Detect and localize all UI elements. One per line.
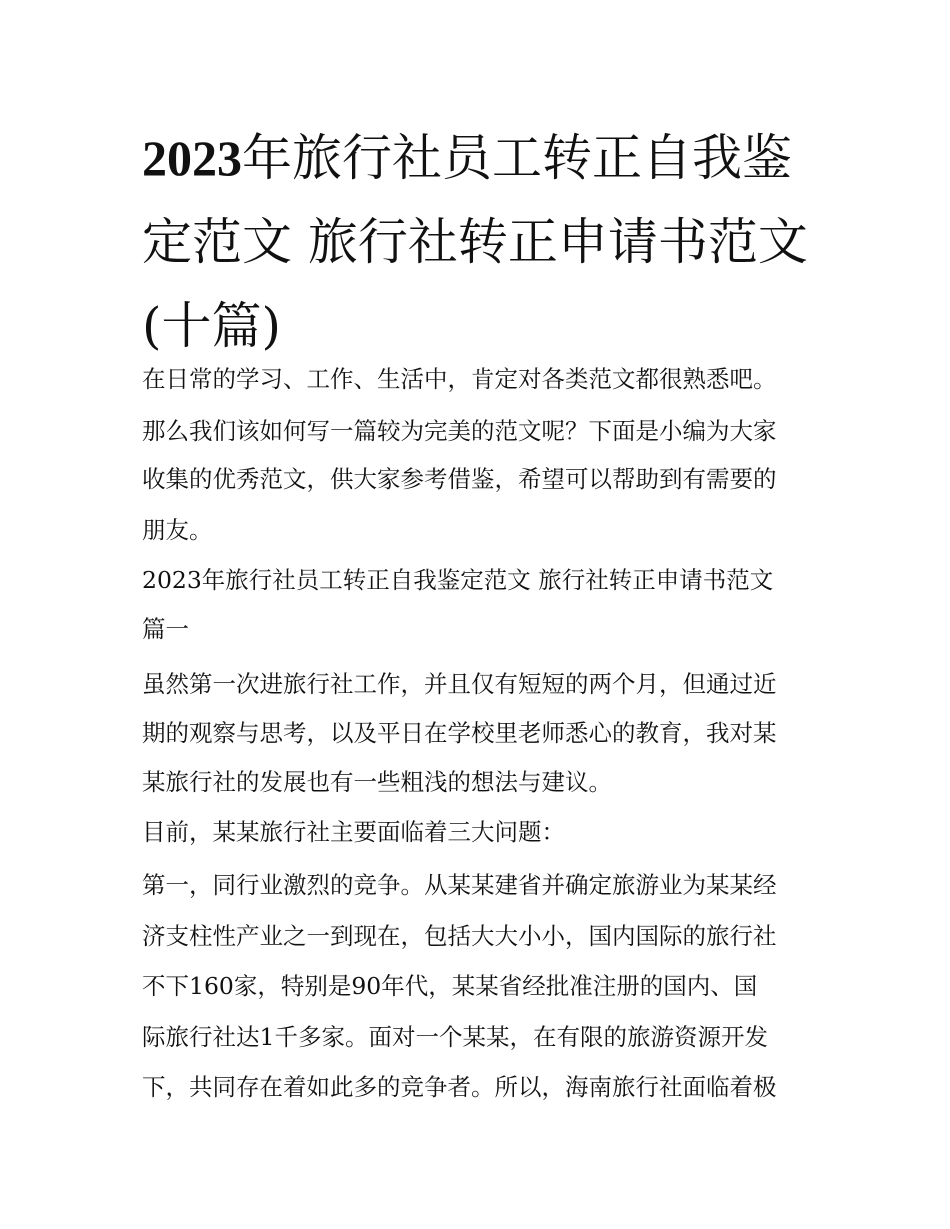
section-heading-line: 篇一	[142, 615, 189, 643]
paragraph-line: 济支柱性产业之一到现在，包括大大小小，国内国际的旅行社	[142, 922, 777, 950]
title-line-1	[142, 116, 814, 200]
paragraph-line: 第一，同行业激烈的竞争。从某某建省并确定旅游业为某某经	[142, 871, 777, 899]
title-line-2: 定范文 旅行社转正申请书范文	[142, 213, 808, 271]
paragraph-line: 收集的优秀范文，供大家参考借鉴，希望可以帮助到有需要的	[142, 465, 777, 493]
title-line-1-text: 年旅行社员工转正自我鉴	[242, 129, 792, 187]
section-heading-line: 2023年旅行社员工转正自我鉴定范文 旅行社转正申请书范文	[142, 566, 774, 594]
title-year: 2023	[142, 130, 242, 186]
paragraph-line: 在日常的学习、工作、生活中，肯定对各类范文都很熟悉吧。	[142, 365, 777, 393]
paragraph-line: 下，共同存在着如此多的竞争者。所以，海南旅行社面临着极	[142, 1073, 777, 1101]
paragraph-line: 那么我们该如何写一篇较为完美的范文呢？下面是小编为大家	[142, 417, 777, 445]
title-line-3: (十篇)	[142, 297, 282, 355]
paragraph-line: 某旅行社的发展也有一些粗浅的想法与建议。	[142, 768, 612, 796]
paragraph-line: 期的观察与思考，以及平日在学校里老师悉心的教育，我对某	[142, 719, 777, 747]
document-title	[142, 116, 814, 368]
paragraph-line: 不下160家，特别是90年代，某某省经批准注册的国内、国	[142, 972, 758, 1000]
paragraph-line: 朋友。	[142, 516, 213, 544]
paragraph-line: 虽然第一次进旅行社工作，并且仅有短短的两个月，但通过近	[142, 670, 777, 698]
paragraph-line: 目前，某某旅行社主要面临着三大问题：	[142, 818, 565, 846]
paragraph-line: 际旅行社达1千多家。面对一个某某，在有限的旅游资源开发	[142, 1023, 768, 1051]
